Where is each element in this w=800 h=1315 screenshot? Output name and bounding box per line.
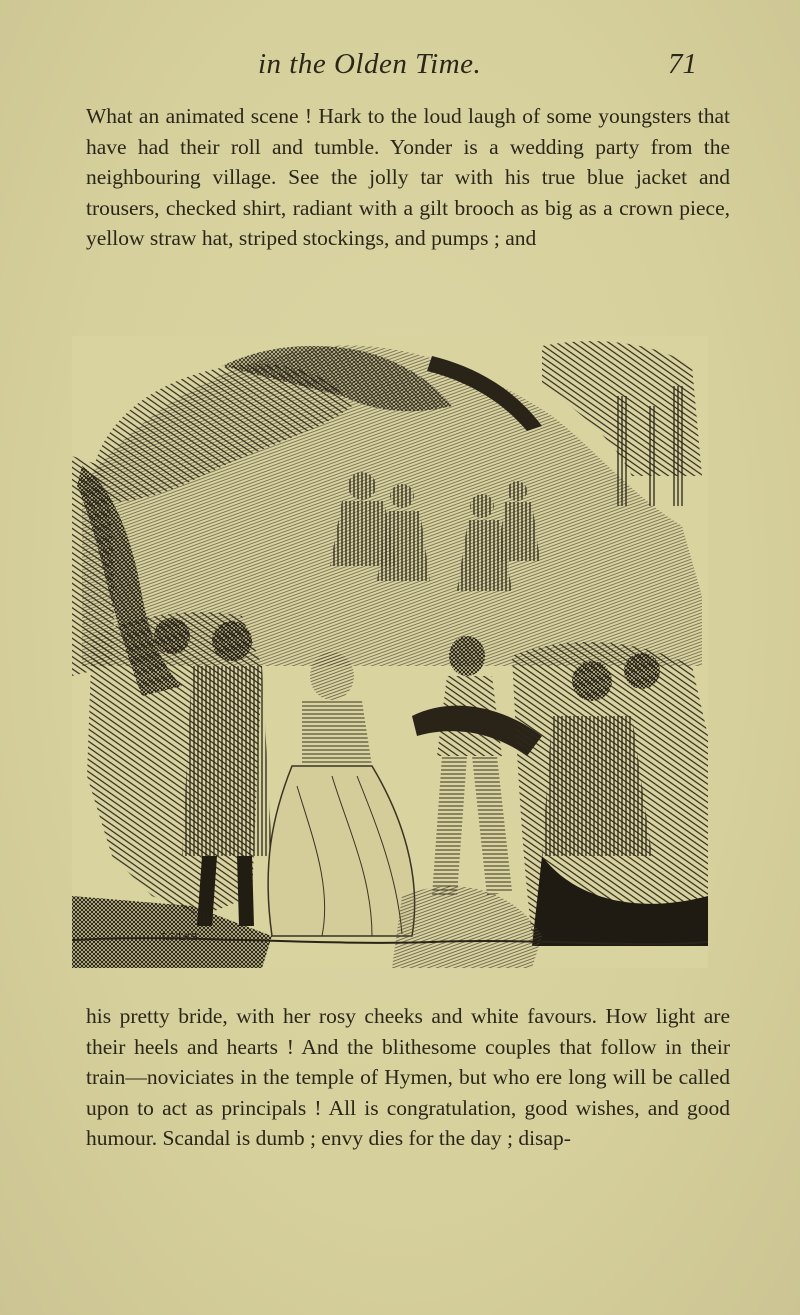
- page-number: 71: [668, 48, 697, 80]
- wedding-dance-engraving: [72, 336, 708, 968]
- paragraph-before-illustration: What an animated scene ! Hark to the loud laugh of some youngsters that have had their roll and tumble. Yonder is a wedding party from the neighbouring village. See the jolly tar with his true blue jacket and trousers, checked shirt, radiant with a gilt brooch as big as a crown piece, yellow straw hat, striped stockings, and pumps ; and: [86, 104, 730, 250]
- running-head: [0, 44, 800, 94]
- paragraph-after-illustration: his pretty bride, with her rosy cheeks and white favours. How light are their heels and hearts ! And the blithesome couples that follow in their train—noviciates in the temple of Hymen, but who ere long will be called upon to act as principals ! All is congratulation, good wishes, and good humour. Scandal is dumb ; envy dies for the day ; disap-: [86, 1004, 730, 1150]
- engraver-signature: T.GILKS: [160, 932, 198, 943]
- running-title: in the Olden Time.: [258, 48, 482, 80]
